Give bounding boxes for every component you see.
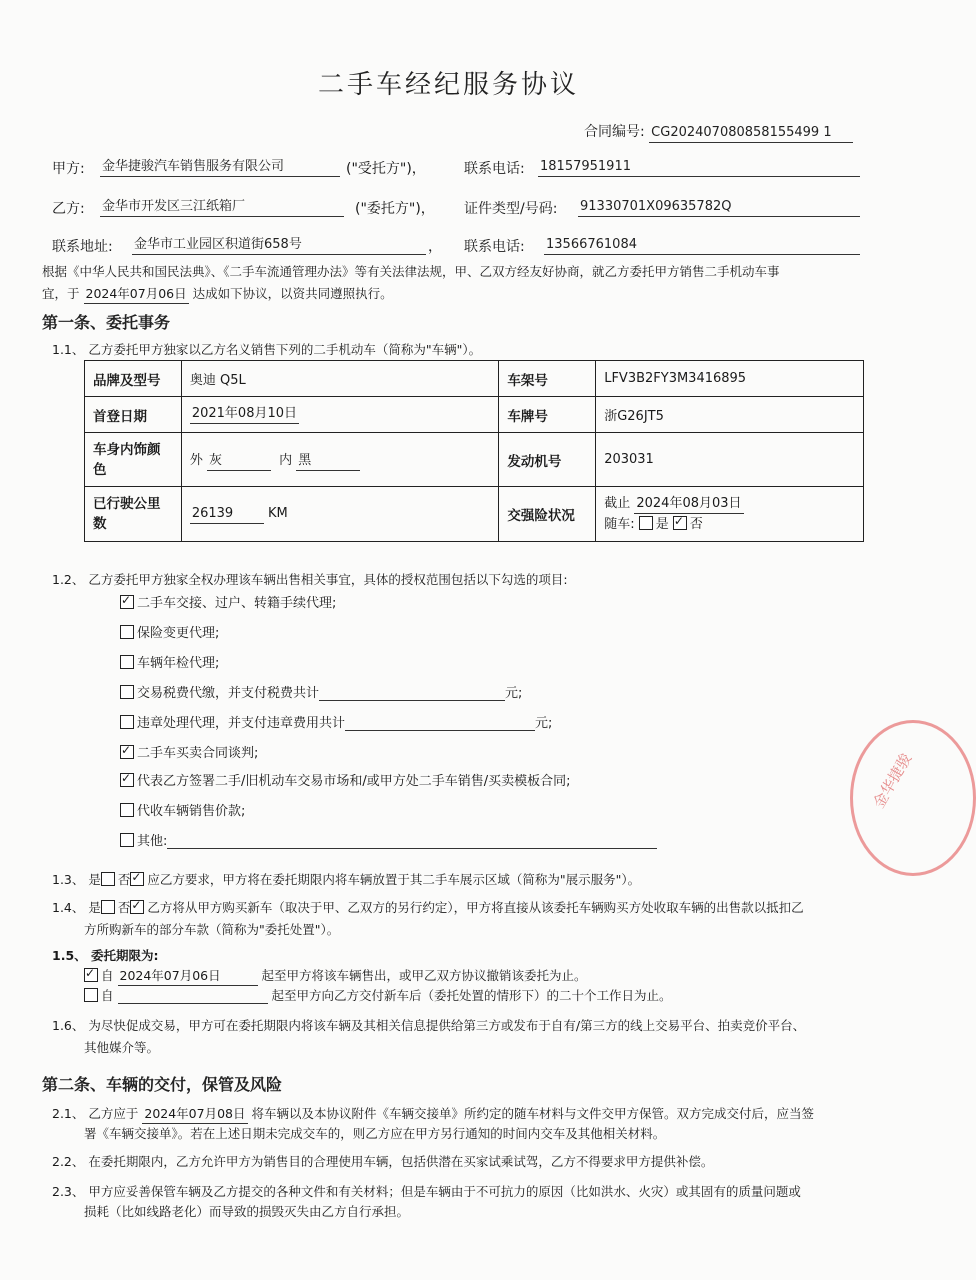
contract-number-value: CG202407080858155499 1	[649, 124, 853, 143]
auth-checkbox[interactable]	[120, 595, 134, 609]
party-a-role: ("受托方")，	[346, 161, 426, 177]
clause-2-3-line-2: 损耗（比如线路老化）而导致的损毁灭失由乙方自行承担。	[84, 1204, 410, 1219]
brand-value: 奥迪 Q5L	[181, 361, 499, 397]
auth-item-label: 车辆年检代理;	[137, 656, 220, 671]
violation-amount-blank[interactable]	[345, 716, 535, 731]
reg-date-cell	[181, 397, 499, 433]
party-b-id: 91330701X09635782Q	[578, 198, 860, 217]
auth-checkbox[interactable]	[120, 655, 134, 669]
term-option-2	[84, 986, 672, 1004]
intro-prefix: 宜，于	[42, 286, 80, 301]
insurance-yes-checkbox[interactable]	[639, 516, 653, 530]
auth-item	[120, 622, 219, 641]
color-key: 车身内饰颜色	[85, 433, 182, 487]
insurance-expiry-label: 截止	[604, 496, 631, 511]
clause-2-3-num: 2.3、	[52, 1184, 85, 1199]
term-option-1-from: 自	[101, 968, 114, 983]
color-out-label: 外	[189, 452, 203, 468]
clause-1-3-no-checkbox[interactable]	[130, 872, 144, 886]
term-option-2-checkbox[interactable]	[84, 988, 98, 1002]
clause-1-5-num: 1.5、	[52, 948, 87, 963]
auth-item-label: 代收车辆销售价款;	[137, 804, 246, 819]
clause-2-1-num: 2.1、	[52, 1106, 85, 1121]
clause-2-1-text: 将车辆以及本协议附件《车辆交接单》所约定的随车材料与文件交甲方保管。双方完成交付后，应当签	[251, 1106, 814, 1121]
party-a-name: 金华捷骏汽车销售服务有限公司	[100, 158, 340, 177]
auth-item-label: 违章处理代理，并支付违章费用共计	[137, 716, 346, 731]
clause-1-6	[52, 1016, 805, 1034]
auth-checkbox[interactable]	[120, 745, 134, 759]
auth-item	[120, 830, 657, 849]
auth-item	[120, 592, 336, 611]
party-a-phone: 18157951911	[538, 158, 860, 177]
mileage-key: 已行驶公里数	[85, 487, 182, 542]
clause-1-5	[52, 946, 159, 964]
clause-2-3-text: 甲方应妥善保管车辆及乙方提交的各种文件和有关材料；但是车辆由于不可抗力的原因（比如洪水、火灾）或其固有的质量问题或	[88, 1184, 801, 1199]
clause-1-6-line-2: 其他媒介等。	[84, 1040, 160, 1055]
reg-date-key: 首登日期	[85, 397, 182, 433]
engine-value: 203031	[596, 433, 864, 487]
insurance-no-checkbox[interactable]	[673, 516, 687, 530]
auth-item-label: 二手车交接、过户、转籍手续代理;	[137, 596, 337, 611]
party-b-role: ("委托方")，	[355, 201, 435, 217]
party-a-label: 甲方:	[52, 161, 85, 177]
term-option-1-text: 起至甲方将该车辆售出，或甲乙双方协议撤销该委托为止。	[261, 968, 587, 983]
insurance-cell	[596, 487, 864, 542]
clause-1-4-yes: 是	[88, 900, 101, 915]
vehicle-table	[84, 360, 864, 542]
term-option-2-date-blank[interactable]	[118, 989, 268, 1004]
auth-item-label: 代表乙方签署二手/旧机动车交易市场和/或甲方处二手车销售/买卖模板合同;	[137, 774, 571, 789]
clause-1-3-yes-checkbox[interactable]	[101, 872, 115, 886]
auth-item-label: 二手车买卖合同谈判;	[137, 746, 259, 761]
brand-key: 品牌及型号	[85, 361, 182, 397]
engine-key: 发动机号	[499, 433, 596, 487]
insurance-no-label: 否	[689, 517, 703, 532]
tax-amount-blank[interactable]	[319, 686, 505, 701]
clause-1-4	[52, 898, 804, 916]
mileage-cell	[181, 487, 499, 542]
term-option-2-from: 自	[101, 988, 114, 1003]
term-option-1-checkbox[interactable]	[84, 968, 98, 982]
insurance-with-car-row	[604, 514, 855, 535]
other-blank[interactable]	[167, 834, 657, 849]
insurance-with-car-label: 随车:	[604, 517, 635, 532]
clause-1-4-text: 乙方将从甲方购买新车（取决于甲、乙双方的另行约定），甲方将直接从该委托车辆购买方处收取车辆的出售款以抵扣乙	[147, 900, 804, 915]
clause-1-4-no: 否	[117, 900, 131, 915]
auth-item	[120, 800, 245, 819]
auth-item-label: 交易税费代缴，并支付税费共计	[137, 686, 320, 701]
yuan-label: 元;	[535, 716, 553, 731]
auth-item	[120, 712, 552, 731]
auth-checkbox[interactable]	[120, 625, 134, 639]
party-b-phone: 13566761084	[544, 236, 860, 255]
clause-1-6-num: 1.6、	[52, 1018, 85, 1033]
intro-date: 2024年07月06日	[84, 285, 189, 304]
intro-line-2	[42, 283, 393, 305]
auth-checkbox[interactable]	[120, 715, 134, 729]
clause-1-3-no: 否	[117, 872, 131, 887]
yuan-label: 元;	[505, 686, 523, 701]
term-option-1-date: 2024年07月06日	[118, 967, 258, 986]
clause-2-2-num: 2.2、	[52, 1154, 85, 1169]
article-2-heading: 第二条、车辆的交付，保管及风险	[42, 1075, 283, 1094]
auth-item-label: 其他:	[137, 834, 168, 849]
color-out-value: 灰	[207, 452, 271, 471]
insurance-expiry-row	[604, 493, 855, 514]
clause-1-3	[52, 870, 640, 888]
color-in-label: 内	[279, 452, 293, 468]
color-in-value: 黑	[296, 452, 360, 471]
party-b-label: 乙方:	[52, 201, 85, 217]
term-option-1	[84, 966, 587, 986]
auth-checkbox[interactable]	[120, 773, 134, 787]
article-1-heading: 第一条、委托事务	[42, 313, 171, 332]
clause-1-4-num: 1.4、	[52, 900, 85, 915]
contract-number-label: 合同编号:	[584, 124, 645, 140]
address-sep: ，	[428, 239, 442, 255]
clause-1-3-text: 应乙方要求，甲方将在委托期限内将车辆放置于其二手车展示区域（简称为"展示服务"）。	[147, 872, 641, 887]
clause-2-1	[52, 1104, 814, 1124]
color-cell	[181, 433, 499, 487]
clause-1-2: 1.2、 乙方委托甲方独家全权办理该车辆出售相关事宜，具体的授权范围包括以下勾选的项目:	[52, 572, 568, 587]
clause-1-3-yes: 是	[88, 872, 101, 887]
party-b-name: 金华市开发区三江纸箱厂	[100, 198, 344, 217]
party-b-id-label: 证件类型/号码:	[464, 201, 558, 217]
clause-1-4-line-2: 方所购新车的部分车款（简称为"委托处置"）。	[84, 922, 340, 937]
clause-2-1-date: 2024年07月08日	[142, 1105, 247, 1124]
auth-item	[120, 682, 522, 701]
clause-1-1: 1.1、 乙方委托甲方独家以乙方名义销售下列的二手机动车（简称为"车辆"）。	[52, 342, 482, 357]
company-seal-text: 金华捷骏	[869, 750, 916, 812]
address-value: 金华市工业园区积道街658号	[132, 236, 426, 255]
clause-2-1-line-2: 署《车辆交接单》。若在上述日期未完成交车的，则乙方应在甲方另行通知的时间内交车及其他相关材料。	[84, 1126, 666, 1141]
plate-value: 浙G26JT5	[596, 397, 864, 433]
auth-item-label: 保险变更代理;	[137, 626, 220, 641]
intro-line-1: 根据《中华人民共和国民法典》、《二手车流通管理办法》等有关法律法规，甲、乙双方经友好协商，就乙方委托甲方销售二手机动车事	[42, 264, 780, 279]
auth-checkbox[interactable]	[120, 833, 134, 847]
clause-1-6-text: 为尽快促成交易，甲方可在委托期限内将该车辆及其相关信息提供给第三方或发布于自有/第三方的线上交易平台、拍卖竞价平台、	[88, 1018, 806, 1033]
vin-key: 车架号	[499, 361, 596, 397]
plate-key: 车牌号	[499, 397, 596, 433]
party-b-phone-label: 联系电话:	[464, 239, 525, 255]
insurance-key: 交强险状况	[499, 487, 596, 542]
insurance-yes-label: 是	[655, 517, 669, 532]
vin-value: LFV3B2FY3M3416895	[596, 361, 864, 397]
insurance-expiry-date: 2024年08月03日	[634, 495, 743, 514]
mileage-value: 26139	[190, 505, 264, 524]
clause-2-2-text: 在委托期限内，乙方允许甲方为销售目的合理使用车辆，包括供潜在买家试乘试驾，乙方不得要求甲方提供补偿。	[88, 1154, 714, 1169]
auth-checkbox[interactable]	[120, 803, 134, 817]
contract-number-row	[584, 121, 853, 143]
intro-suffix: 达成如下协议，以资共同遵照执行。	[192, 286, 393, 301]
auth-item	[120, 652, 219, 671]
address-label: 联系地址:	[52, 239, 113, 255]
auth-item	[120, 770, 571, 789]
party-a-phone-label: 联系电话:	[464, 161, 525, 177]
clause-1-4-no-checkbox[interactable]	[130, 900, 144, 914]
clause-2-2	[52, 1152, 713, 1170]
clause-2-3	[52, 1182, 801, 1200]
mileage-unit: KM	[267, 505, 288, 521]
reg-date-value: 2021年08月10日	[190, 405, 299, 424]
auth-checkbox[interactable]	[120, 685, 134, 699]
auth-item	[120, 742, 258, 761]
term-option-2-text: 起至甲方向乙方交付新车后（委托处置的情形下）的二十个工作日为止。	[271, 988, 672, 1003]
document-title: 二手车经纪服务协议	[317, 70, 579, 100]
clause-1-3-num: 1.3、	[52, 872, 85, 887]
clause-1-5-title: 委托期限为:	[91, 948, 159, 963]
clause-1-4-yes-checkbox[interactable]	[101, 900, 115, 914]
clause-2-1-prefix: 乙方应于	[88, 1106, 139, 1121]
